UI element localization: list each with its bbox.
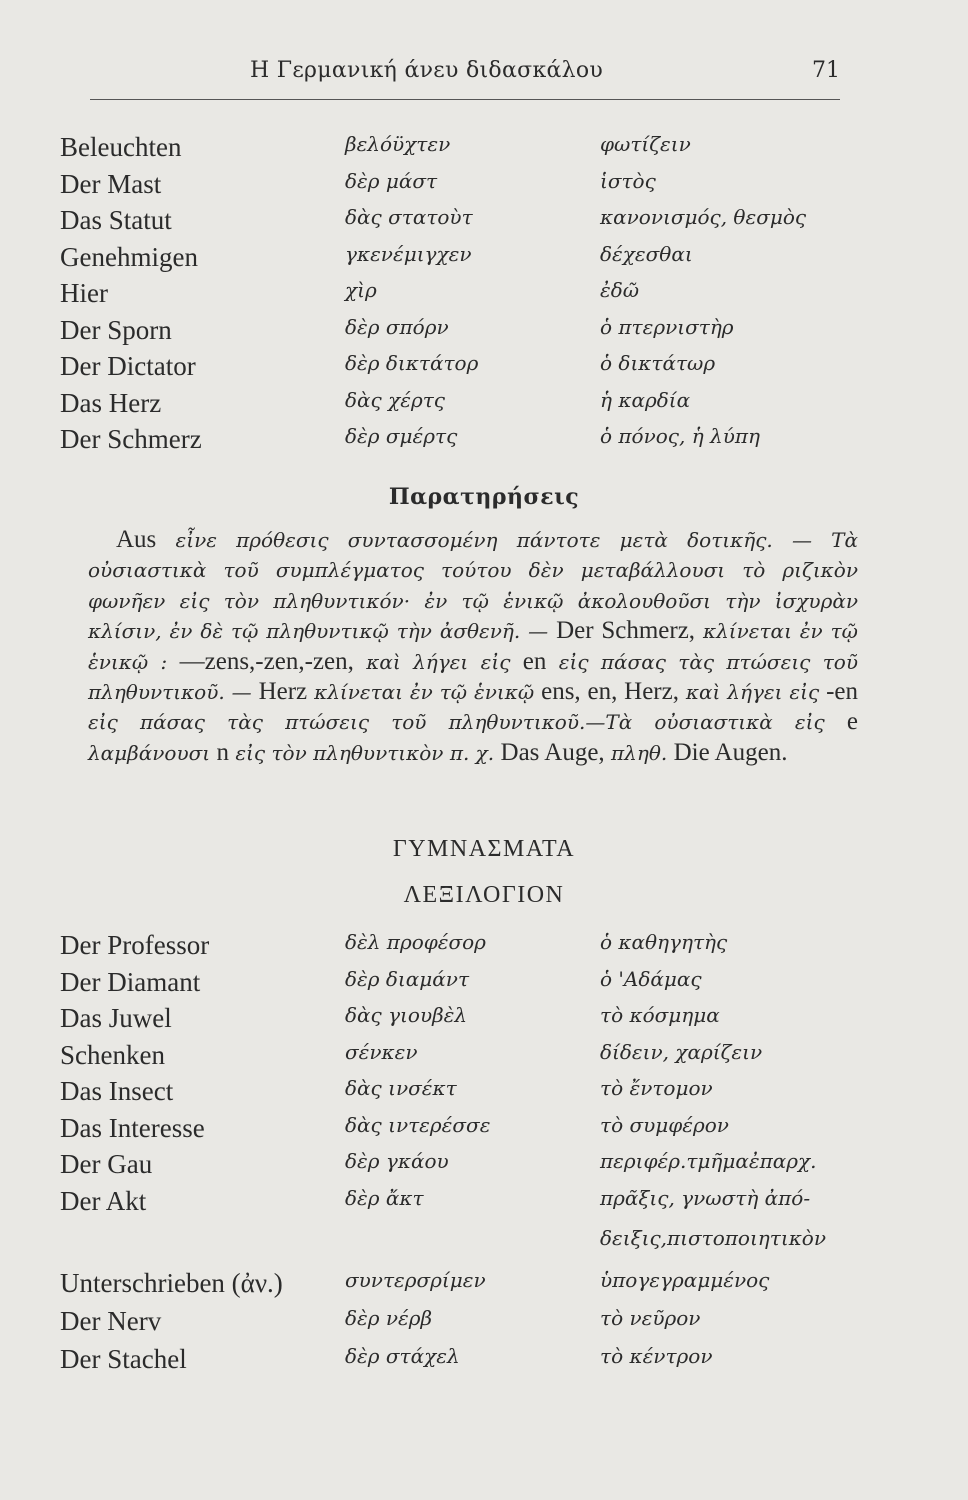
header-rule <box>90 96 840 100</box>
greek-text: καὶ λήγει εἰς <box>678 680 827 705</box>
greek-translation: ἱστὸς <box>600 168 656 193</box>
german-word: Der Mast <box>60 168 162 199</box>
german-term: —zens,-zen,-zen, <box>179 647 354 675</box>
greek-text: εἶνε πρόθεσις συντασσομένη πάντοτε μετὰ δοτικῆς. — Τὰ οὐσιαστικὰ τοῦ συμπλέγματος τούτου δὲν μεταβάλλουσι τὸ ριζικὸν φωνῆεν εἰς τὸν πληθυντικόν· ἐν τῷ ἑνικῷ ἀκολουθοῦσι τὴν ἰσχυρὰν κλίσιν, ἐν δὲ τῷ πληθυντικῷ τὴν ἀσθενῆ. — <box>88 528 858 644</box>
pronunciation: δὰς στατοὺτ <box>345 205 473 229</box>
greek-text: εἰς τὸν πληθυντικὸν π. χ. <box>228 740 501 765</box>
greek-translation: τὸ νεῦρον <box>600 1306 701 1330</box>
german-word: Der Sporn <box>60 314 172 345</box>
german-word: Unterschrieben (ἀν.) <box>60 1268 283 1298</box>
pronunciation: δὲρ ἄκτ <box>345 1185 424 1210</box>
vocab-row <box>0 388 968 422</box>
pronunciation: δὲρ γκάου <box>345 1149 449 1173</box>
greek-text: καὶ λήγει εἰς <box>353 649 523 674</box>
greek-translation: τὸ ἔντομον <box>600 1076 713 1100</box>
vocab-row <box>0 967 968 1001</box>
german-word: Der Professor <box>60 930 210 960</box>
german-term: en <box>522 647 547 675</box>
pronunciation: δὲρ διαμάντ <box>345 966 470 991</box>
vocab-row <box>0 132 968 166</box>
pronunciation: δὰς χέρτς <box>345 387 445 412</box>
greek-text: πληθ. <box>604 740 674 765</box>
german-term: Das Auge, <box>500 738 605 766</box>
german-term: -en <box>826 678 859 706</box>
greek-translation: ὁ δικτάτωρ <box>600 351 716 375</box>
greek-translation: φωτίζειν <box>600 132 691 156</box>
greek-translation: κανονισμός, θεσμὸς <box>600 205 807 229</box>
german-word: Beleuchten <box>60 132 182 162</box>
vocab-row <box>0 242 968 276</box>
german-term: Aus <box>116 526 157 553</box>
pronunciation: δὰς ιντερέσσε <box>345 1112 491 1137</box>
greek-text: λαμβάνουσι <box>88 740 217 765</box>
running-title: Η Γερμανική άνευ διδασκάλου <box>250 58 604 83</box>
pronunciation: δὲλ προφέσορ <box>345 930 486 954</box>
greek-translation: ὁ καθηγητὴς <box>600 930 728 954</box>
greek-translation: τὸ συμφέρον <box>600 1112 729 1137</box>
vocab-row <box>0 1344 968 1378</box>
lexicon-heading: ΛΕΞΙΛΟΓΙΟΝ <box>403 882 565 908</box>
german-word: Das Juwel <box>60 1003 172 1033</box>
vocab-row <box>0 1003 968 1037</box>
greek-translation: ἡ καρδία <box>600 387 691 412</box>
german-word: Der Gau <box>60 1149 153 1179</box>
german-term: Der Schmerz, <box>556 617 696 645</box>
pronunciation: δὲρ σμέρτς <box>345 424 458 448</box>
remarks-paragraph <box>88 525 858 768</box>
vocab-row <box>0 169 968 203</box>
vocab-row <box>0 205 968 239</box>
greek-translation: ὁ πτερνιστὴρ <box>600 314 734 339</box>
remarks-heading: Παρατηρήσεις <box>388 484 580 510</box>
vocab-row <box>0 1040 968 1074</box>
pronunciation: δὰς γιουβὲλ <box>345 1003 468 1027</box>
vocab-row <box>0 930 968 964</box>
german-word: Der Schmerz <box>60 424 202 454</box>
german-word: Das Insect <box>60 1076 174 1106</box>
vocab-row <box>0 424 968 458</box>
greek-text: κλίνεται ἐν τῷ ἑνικῷ <box>307 680 542 705</box>
page-number: 71 <box>812 58 840 83</box>
pronunciation: γκενέμιγχεν <box>345 241 472 266</box>
german-word: Genehmigen <box>60 241 198 272</box>
german-word: Der Diamant <box>60 966 201 997</box>
pronunciation: βελόϋχτεν <box>345 132 451 156</box>
greek-translation: πρᾶξις, γνωστὴ ἀπό- <box>600 1185 811 1210</box>
pronunciation: χὶρ <box>345 278 377 302</box>
greek-translation: ὑπογεγραμμένος <box>600 1268 770 1292</box>
german-term: ens, en, Herz, <box>541 678 679 706</box>
pronunciation: σένκεν <box>345 1039 418 1064</box>
german-word: Der Akt <box>60 1185 147 1216</box>
vocab-row <box>0 315 968 349</box>
pronunciation: δὲρ μάστ <box>345 168 438 193</box>
german-word: Das Herz <box>60 387 162 418</box>
vocab-row <box>0 1149 968 1183</box>
exercises-heading: ΓΥΜΝΑΣΜΑΤΑ <box>392 836 576 862</box>
greek-translation: δίδειν, χαρίζειν <box>600 1039 763 1064</box>
german-term: Die Augen. <box>673 738 788 766</box>
vocab-row <box>0 1113 968 1147</box>
greek-translation: τὸ κέντρον <box>600 1344 713 1368</box>
german-word: Der Nerv <box>60 1306 162 1336</box>
vocab-row <box>0 1268 968 1302</box>
vocab-row <box>0 351 968 385</box>
page-header <box>0 58 968 98</box>
german-word: Schenken <box>60 1039 165 1070</box>
pronunciation: δὲρ νέρβ <box>345 1306 433 1330</box>
vocab-row <box>0 1186 968 1220</box>
greek-translation: ὁ πόνος, ἡ λύπη <box>600 424 760 448</box>
pronunciation: δὲρ σπόρν <box>345 314 449 339</box>
german-word: Das Statut <box>60 205 172 235</box>
greek-translation: ὁ 'Αδάμας <box>600 966 702 991</box>
greek-text: εἰς πάσας τὰς πτώσεις τοῦ πληθυντικοῦ.—Τὰ οὐσιαστικὰ εἰς <box>88 710 847 735</box>
vocab-row <box>0 1076 968 1110</box>
akt-continuation: δειξις,πιστοποιητικὸν <box>600 1226 827 1250</box>
greek-translation: δέχεσθαι <box>600 241 693 266</box>
german-word: Der Dictator <box>60 351 196 381</box>
german-term: e <box>846 708 858 736</box>
german-term: n <box>216 738 229 766</box>
vocab-row <box>0 278 968 312</box>
pronunciation: συντερσρίμεν <box>345 1268 486 1292</box>
greek-translation: περιφέρ.τμῆμαἐπαρχ. <box>600 1149 817 1173</box>
pronunciation: δὲρ δικτάτορ <box>345 351 479 375</box>
greek-translation: ἐδῶ <box>600 278 640 302</box>
greek-text: κλίνεται ἐν τῷ ἑνικῷ : <box>88 619 858 674</box>
greek-text: εἰς πάσας τὰς πτώσεις τοῦ πληθυντικοῦ. — <box>88 649 858 705</box>
german-word: Das Interesse <box>60 1112 205 1143</box>
german-term: Herz <box>258 678 308 706</box>
vocab-row <box>0 1306 968 1340</box>
greek-translation: τὸ κόσμημα <box>600 1003 720 1027</box>
german-word: Hier <box>60 278 108 308</box>
pronunciation: δὰς ινσέκτ <box>345 1076 457 1100</box>
pronunciation: δὲρ στάχελ <box>345 1344 460 1368</box>
german-word: Der Stachel <box>60 1344 187 1374</box>
